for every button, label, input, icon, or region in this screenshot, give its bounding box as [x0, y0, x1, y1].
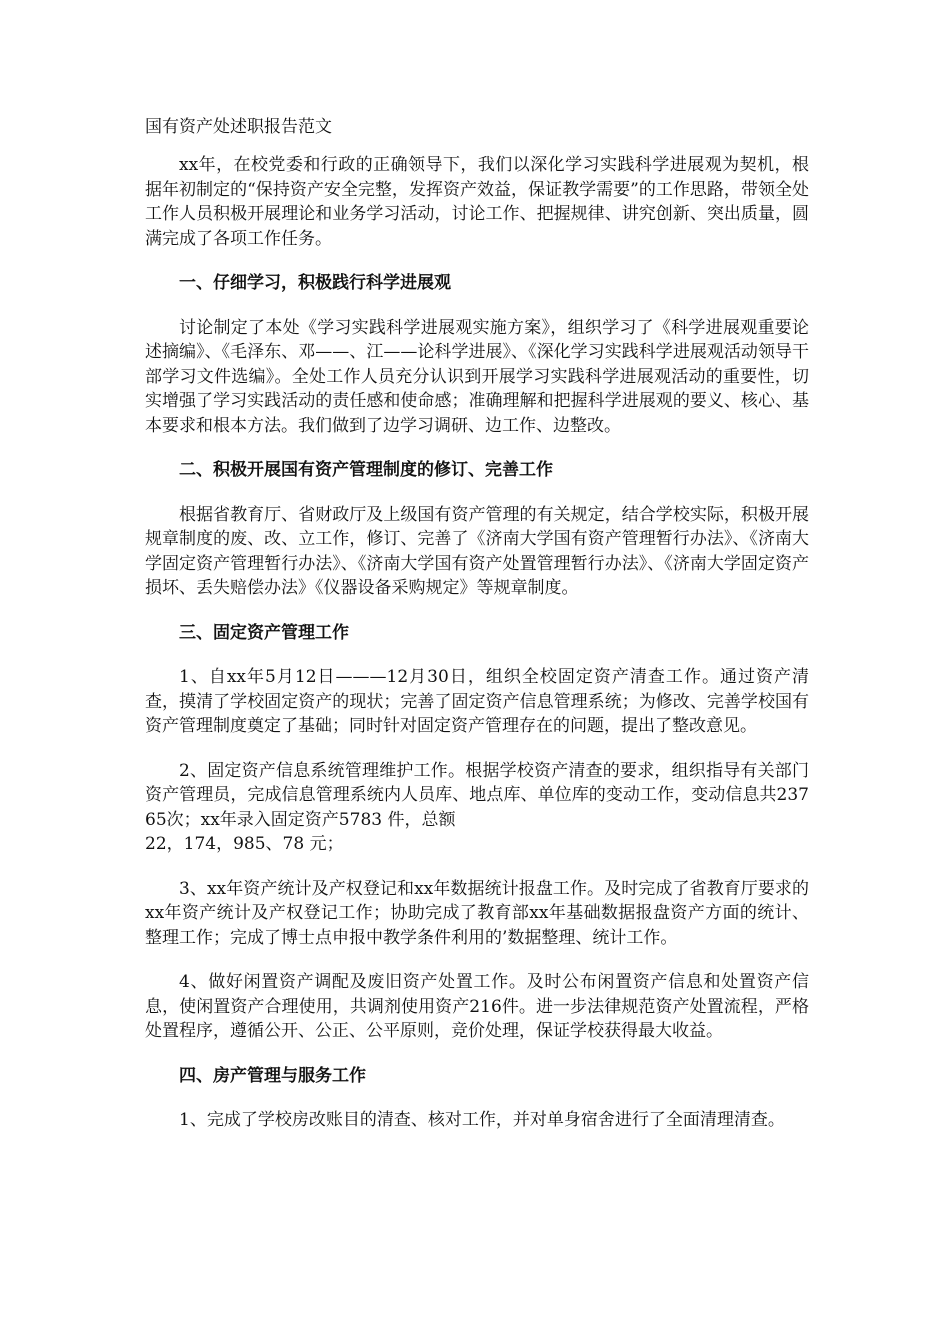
section-2-body: 根据省教育厅、省财政厅及上级国有资产管理的有关规定，结合学校实际，积极开展规章制度的废、改、立工作，修订、完善了《济南大学国有资产管理暂行办法》、《济南大学固定资产管理暂行办法》、《济南大学国有资产处置管理暂行办法》、《济南大学固定资产损坏、丢失赔偿办法》《仪器设备采购规定》等规章制度。 [145, 504, 809, 598]
section-1-heading: 一、仔细学习，积极践行科学进展观 [179, 273, 451, 293]
section-3-item-1: 1、自xx年5月12日———12月30日，组织全校固定资产清查工作。通过资产清查，摸清了学校固定资产的现状；完善了固定资产信息管理系统；为修改、完善学校国有资产管理制度奠定了基础；同时针对固定资产管理存在的问题，提出了整改意见。 [145, 667, 809, 736]
document-title: 国有资产处述职报告范文 [145, 117, 332, 137]
section-3-item-2-amount: 22，174，985、78 元； [145, 834, 344, 854]
section-3-item-4: 4、做好闲置资产调配及废旧资产处置工作。及时公布闲置资产信息和处置资产信息，使闲置资产合理使用，共调剂使用资产216件。进一步法律规范资产处置流程，严格处置程序，遵循公开、公正、公平原则，竞价处理，保证学校获得最大收益。 [145, 972, 809, 1041]
section-3-item-3: 3、xx年资产统计及产权登记和xx年数据统计报盘工作。及时完成了省教育厅要求的xx年资产统计及产权登记工作；协助完成了教育部xx年基础数据报盘资产方面的统计、整理工作；完成了博士点申报中教学条件利用的’数据整理、统计工作。 [145, 878, 809, 948]
section-2-heading: 二、积极开展国有资产管理制度的修订、完善工作 [179, 460, 553, 480]
section-1-body: 讨论制定了本处《学习实践科学进展观实施方案》，组织学习了《科学进展观重要论述摘编》、《毛泽东、邓——、江——论科学进展》、《深化学习实践科学进展观活动领导干部学习文件选编》。全处工作人员充分认识到开展学习实践科学进展观活动的重要性，切实增强了学习实践活动的责任感和使命感；准确理解和把握科学进展观的要义、核心、基本要求和根本方法。我们做到了边学习调研、边工作、边整改。 [145, 317, 809, 436]
section-3-item-2 [145, 759, 809, 857]
document-page [145, 113, 809, 1153]
intro-paragraph: xx年，在校党委和行政的正确领导下，我们以深化学习实践科学进展观为契机，根据年初制定的“保持资产安全完整，发挥资产效益，保证教学需要”的工作思路，带领全处工作人员积极开展理论和业务学习活动，讨论工作、把握规律、讲究创新、突出质量，圆满完成了各项工作任务。 [145, 155, 809, 249]
section-4-item-1: 1、完成了学校房改账目的清查、核对工作，并对单身宿舍进行了全面清理清查。 [179, 1110, 785, 1130]
section-3-heading: 三、固定资产管理工作 [179, 622, 349, 643]
section-3-item-2-text: 2、固定资产信息系统管理维护工作。根据学校资产清查的要求，组织指导有关部门资产管理员，完成信息管理系统内人员库、地点库、单位库的变动工作，变动信息共23765次；xx年录入固定资产5783 件，总额 [145, 760, 809, 830]
section-4-heading: 四、房产管理与服务工作 [179, 1065, 366, 1086]
